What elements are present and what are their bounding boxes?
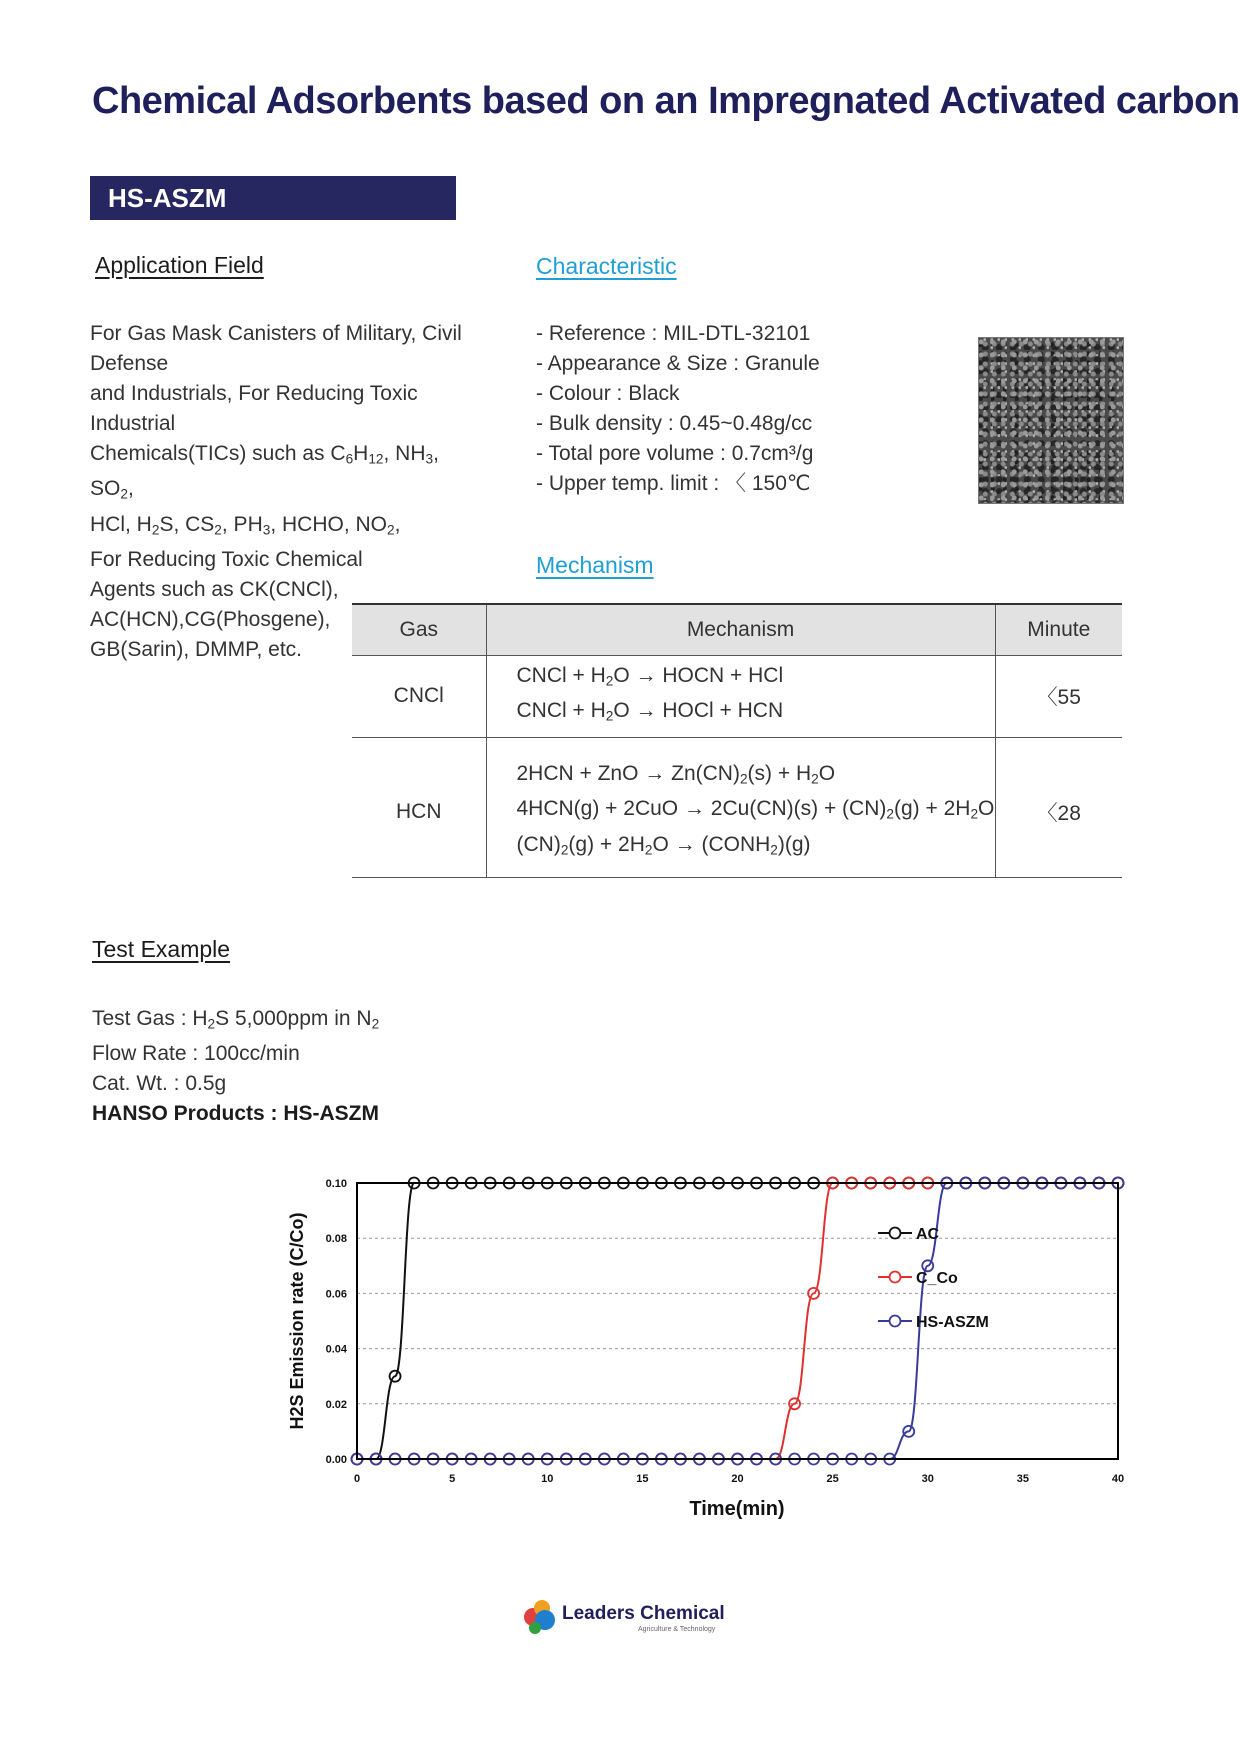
chart-ticks — [326, 1178, 1125, 1485]
table-row — [352, 655, 1122, 737]
y-tick-label: 0.10 — [325, 1178, 347, 1190]
characteristic-item: - Total pore volume : 0.7cm³/g — [536, 442, 814, 465]
application-line: Chemicals(TICs) such as $C_6H_{12}$, $NH_3$, $SO_2$, — [90, 442, 439, 502]
legend-swatch-marker — [890, 1228, 901, 1239]
leaders-chemical-logo — [520, 1595, 730, 1637]
characteristic-list — [536, 319, 820, 499]
application-line: Industrial — [90, 412, 176, 435]
page-title: Chemical Adsorbents based on an Impregnated Activated carbon — [92, 80, 1240, 122]
column-header-mechanism: Mechanism — [486, 604, 995, 655]
x-tick-label: 10 — [541, 1473, 554, 1485]
y-tick-label: 0.06 — [325, 1288, 347, 1301]
test-gas-value: $H_2S$ 5,000ppm in $N_2$ — [192, 1007, 380, 1032]
y-tick-label: 0.04 — [325, 1343, 347, 1356]
application-line: Agents such as CK(CNCl), — [90, 578, 339, 602]
column-header-gas: Gas — [352, 604, 486, 655]
x-tick-label: 25 — [826, 1473, 839, 1485]
x-tick-label: 0 — [353, 1473, 361, 1485]
reaction-equation: 2HCN + ZnO → $Zn(CN)_2(s) + H_2O$ — [516, 761, 836, 787]
y-tick-label: 0.08 — [325, 1233, 347, 1246]
reaction-equation: $4HCN(g) + 2CuO \to 2Cu(CN)(s) + (CN)_2(g) + 2H_2O$ — [516, 797, 995, 822]
legend-swatch-marker — [890, 1272, 901, 1283]
characteristic-item: - Reference : MIL-DTL-32101 — [536, 322, 811, 345]
characteristic-item: - Appearance & Size : Granule — [536, 352, 820, 375]
characteristic-item: - Colour : Black — [536, 382, 680, 405]
mechanism-heading: Mechanism — [536, 552, 654, 578]
reaction-equation: $(CN)_2(g) + 2H_2O$ → $(CONH_2)(g)$ — [516, 832, 811, 858]
h2s-breakthrough-chart — [280, 1162, 1140, 1532]
gas-cell: HCN — [352, 737, 486, 877]
application-line: Defense — [90, 352, 169, 375]
mechanism-table — [352, 603, 1122, 878]
application-line: For Gas Mask Canisters of Military, Civil — [90, 322, 462, 345]
x-axis-label: Time(min) — [689, 1498, 785, 1520]
test-gas-label: Test Gas : — [92, 1007, 193, 1030]
application-line: For Reducing Toxic Chemical — [90, 548, 363, 572]
characteristic-item: - Bulk density : 0.45~0.48g/cc — [536, 412, 813, 435]
legend-entry-label: C_Co — [916, 1270, 958, 1287]
column-header-minute: Minute — [995, 604, 1122, 655]
application-line: AC(HCN),CG(Phosgene), — [90, 608, 331, 632]
y-tick-label: 0.02 — [325, 1398, 347, 1411]
series-line-c-co — [357, 1183, 1118, 1459]
logo-tagline: Agriculture & Technology — [638, 1626, 716, 1633]
chart-legend — [878, 1226, 989, 1331]
legend-swatch-marker — [890, 1316, 901, 1327]
catalyst-weight-line: Cat. Wt. : 0.5g — [92, 1072, 227, 1096]
x-tick-label: 40 — [1111, 1473, 1125, 1485]
x-tick-label: 30 — [921, 1473, 934, 1485]
series-line-hs-aszm — [357, 1183, 1118, 1459]
legend-entry-label: HS-ASZM — [916, 1314, 989, 1331]
table-row — [352, 737, 1122, 877]
characteristic-item: - Upper temp. limit : 〈 150℃ — [536, 472, 811, 495]
granule-photo — [978, 337, 1124, 504]
reaction-equation: CNCl + $H_2O$ → HOCN + HCl — [516, 663, 784, 688]
y-tick-label: 0.00 — [325, 1454, 347, 1466]
reaction-cell — [486, 737, 995, 877]
minute-cell: 〈28 — [995, 737, 1122, 877]
application-field-heading: Application Field — [95, 252, 264, 278]
plot-frame — [357, 1183, 1118, 1459]
characteristic-heading: Characteristic — [536, 253, 677, 279]
logo-name: Leaders Chemical — [562, 1603, 725, 1624]
x-tick-label: 5 — [449, 1473, 456, 1485]
application-line: GB(Sarin), DMMP, etc. — [90, 638, 302, 662]
logo-green-drop — [529, 1622, 541, 1634]
product-name-banner: HS-ASZM — [90, 176, 456, 220]
series-line-ac — [357, 1183, 1118, 1459]
application-line: and Industrials, For Reducing Toxic — [90, 382, 418, 405]
legend-entry-label: AC — [916, 1226, 940, 1243]
chart-series-group — [352, 1178, 1124, 1465]
reaction-cell — [486, 655, 995, 737]
test-conditions — [92, 1004, 379, 1129]
application-line: HCl, $H_2S$, $CS_2$, $PH_3$, HCHO, $NO_2$, — [90, 512, 401, 538]
minute-cell: 〈55 — [995, 655, 1122, 737]
x-tick-label: 20 — [731, 1473, 744, 1485]
x-tick-label: 15 — [636, 1473, 649, 1485]
flow-rate-line: Flow Rate : 100cc/min — [92, 1042, 300, 1066]
test-example-heading: Test Example — [92, 936, 231, 962]
chart-gridlines — [357, 1238, 1118, 1404]
y-axis-label: H2S Emission rate (C/Co) — [287, 1212, 307, 1430]
x-tick-label: 35 — [1016, 1473, 1029, 1485]
reaction-equation: CNCl + $H_2O$ → HOCl + HCN — [516, 699, 784, 724]
test-gas-line — [92, 1004, 379, 1039]
products-line: HANSO Products : HS-ASZM — [92, 1102, 380, 1126]
table-header-row — [352, 604, 1122, 655]
gas-cell: CNCl — [352, 655, 486, 737]
